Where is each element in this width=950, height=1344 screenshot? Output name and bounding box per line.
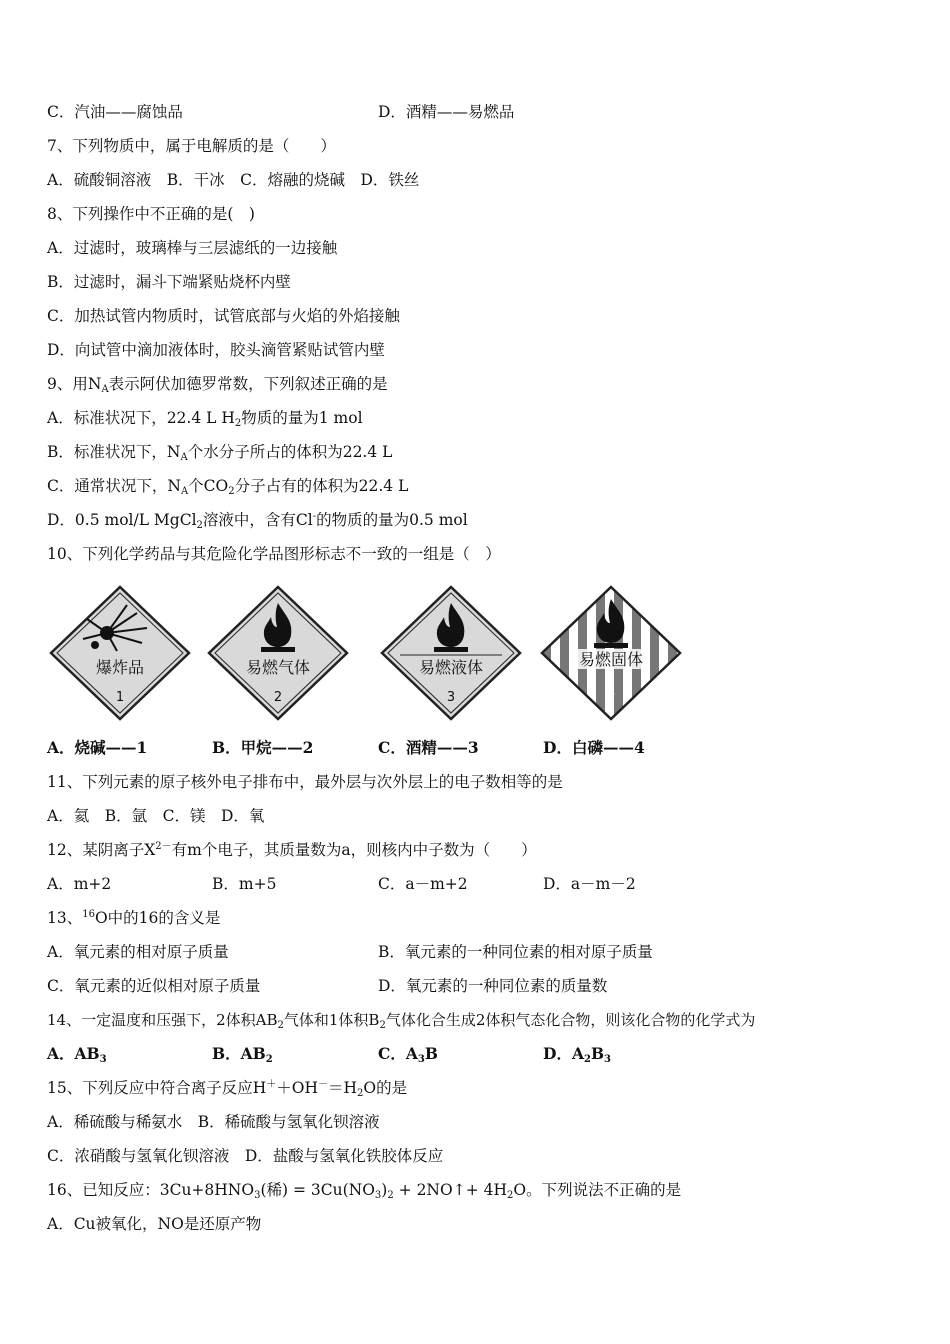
q10-option-a: A．烧碱——1 xyxy=(47,738,148,757)
sign-label: 爆炸品 xyxy=(95,658,145,677)
q14-option-d: D．$A_2B_3$ xyxy=(543,1044,612,1065)
sign-number: 4 xyxy=(606,686,616,701)
q14-option-b: B．$AB_2$ xyxy=(212,1044,273,1065)
q12-option-d: D．a－m－2 xyxy=(543,875,636,893)
q7-stem: 7、下列物质中，属于电解质的是（ ） xyxy=(47,137,336,155)
q9-option-a: A．标准状况下，22.4 L $H_2$物质的量为1 mol xyxy=(47,409,363,429)
q12-stem: 12、某阴离子$X^{2-}$有m个电子，其质量数为a，则核内中子数为（ ） xyxy=(47,841,537,859)
sign-label: 易燃气体 xyxy=(245,658,311,677)
q10-stem: 10、下列化学药品与其危险化学品图形标志不一致的一组是（ ） xyxy=(47,545,501,563)
q15-options-ab: A．稀硫酸与稀氨水 B．稀硫酸与氢氧化钡溶液 xyxy=(47,1113,380,1131)
q15-stem: 15、下列反应中符合离子反应$H^++OH^-=H_2O$的是 xyxy=(47,1079,408,1099)
q8-option-c: C．加热试管内物质时，试管底部与火焰的外焰接触 xyxy=(47,307,400,325)
sign-number: 1 xyxy=(115,690,125,705)
q12-option-a: A．m+2 xyxy=(47,875,112,893)
q15-options-cd: C．浓硝酸与氢氧化钡溶液 D．盐酸与氢氧化铁胶体反应 xyxy=(47,1147,444,1165)
q16-option-a: A．Cu被氧化，NO是还原产物 xyxy=(47,1215,262,1233)
q12-option-b: B．m+5 xyxy=(212,875,277,893)
q13-option-a: A．氧元素的相对原子质量 xyxy=(47,943,229,961)
q12-option-c: C．a－m+2 xyxy=(378,875,468,893)
q7-options: A．硫酸铜溶液 B．干冰 C．熔融的烧碱 D．铁丝 xyxy=(47,171,420,189)
q16-stem: 16、已知反应：$3Cu+8HNO_3$(稀) = $3Cu(NO_3)_2$ + 2NO↑+ $4H_2O$。下列说法不正确的是 xyxy=(47,1181,682,1201)
q14-stem: 14、一定温度和压强下，2体积$AB_2$气体和1体积$B_2$气体化合生成2体积气态化合物，则该化合物的化学式为 xyxy=(47,1011,756,1031)
q14-option-a: A．$AB_3$ xyxy=(47,1044,107,1065)
q6-option-c: C．汽油——腐蚀品 xyxy=(47,103,183,121)
q11-stem: 11、下列元素的原子核外电子排布中，最外层与次外层上的电子数相等的是 xyxy=(47,773,563,791)
q13-stem: 13、$^{16}$O中的16的含义是 xyxy=(47,909,221,927)
q10-option-b: B．甲烷——2 xyxy=(212,738,314,757)
q13-option-c: C．氧元素的近似相对原子质量 xyxy=(47,977,261,995)
sign-label: 易燃固体 xyxy=(578,650,644,669)
q8-option-d: D．向试管中滴加液体时，胶头滴管紧贴试管内壁 xyxy=(47,341,385,359)
q10-option-d: D．白磷——4 xyxy=(543,738,645,757)
sign-number: 3 xyxy=(446,690,456,705)
q9-option-c: C．通常状况下，$N_A$个$CO_2$分子占有的体积为22.4 L xyxy=(47,477,409,497)
q8-option-b: B．过滤时，漏斗下端紧贴烧杯内壁 xyxy=(47,273,291,291)
q14-option-c: C．$A_3B$ xyxy=(378,1044,438,1065)
explosive-sign xyxy=(47,583,193,723)
q13-option-d: D．氧元素的一种同位素的质量数 xyxy=(378,977,608,995)
q11-options: A．氦 B．氩 C．镁 D．氧 xyxy=(47,807,265,825)
q10-option-c: C．酒精——3 xyxy=(378,738,479,757)
q13-option-b: B．氧元素的一种同位素的相对原子质量 xyxy=(378,943,653,961)
flammable-solid-sign xyxy=(538,583,684,723)
q9-option-d: D．0.5 mol/L MgCl$_2$溶液中，含有Cl-的物质的量为0.5 mol xyxy=(47,511,468,531)
sign-number: 2 xyxy=(273,690,283,705)
q9-stem: 9、用$N_A$表示阿伏加德罗常数，下列叙述正确的是 xyxy=(47,375,388,395)
q9-option-b: B．标准状况下，$N_A$个水分子所占的体积为22.4 L xyxy=(47,443,393,463)
q8-option-a: A．过滤时，玻璃棒与三层滤纸的一边接触 xyxy=(47,239,338,257)
sign-label: 易燃液体 xyxy=(418,658,484,677)
flammable-gas-sign xyxy=(205,583,351,723)
flammable-liquid-sign xyxy=(378,583,524,723)
q8-stem: 8、下列操作中不正确的是( ) xyxy=(47,205,255,223)
q6-option-d: D．酒精——易燃品 xyxy=(378,103,515,121)
